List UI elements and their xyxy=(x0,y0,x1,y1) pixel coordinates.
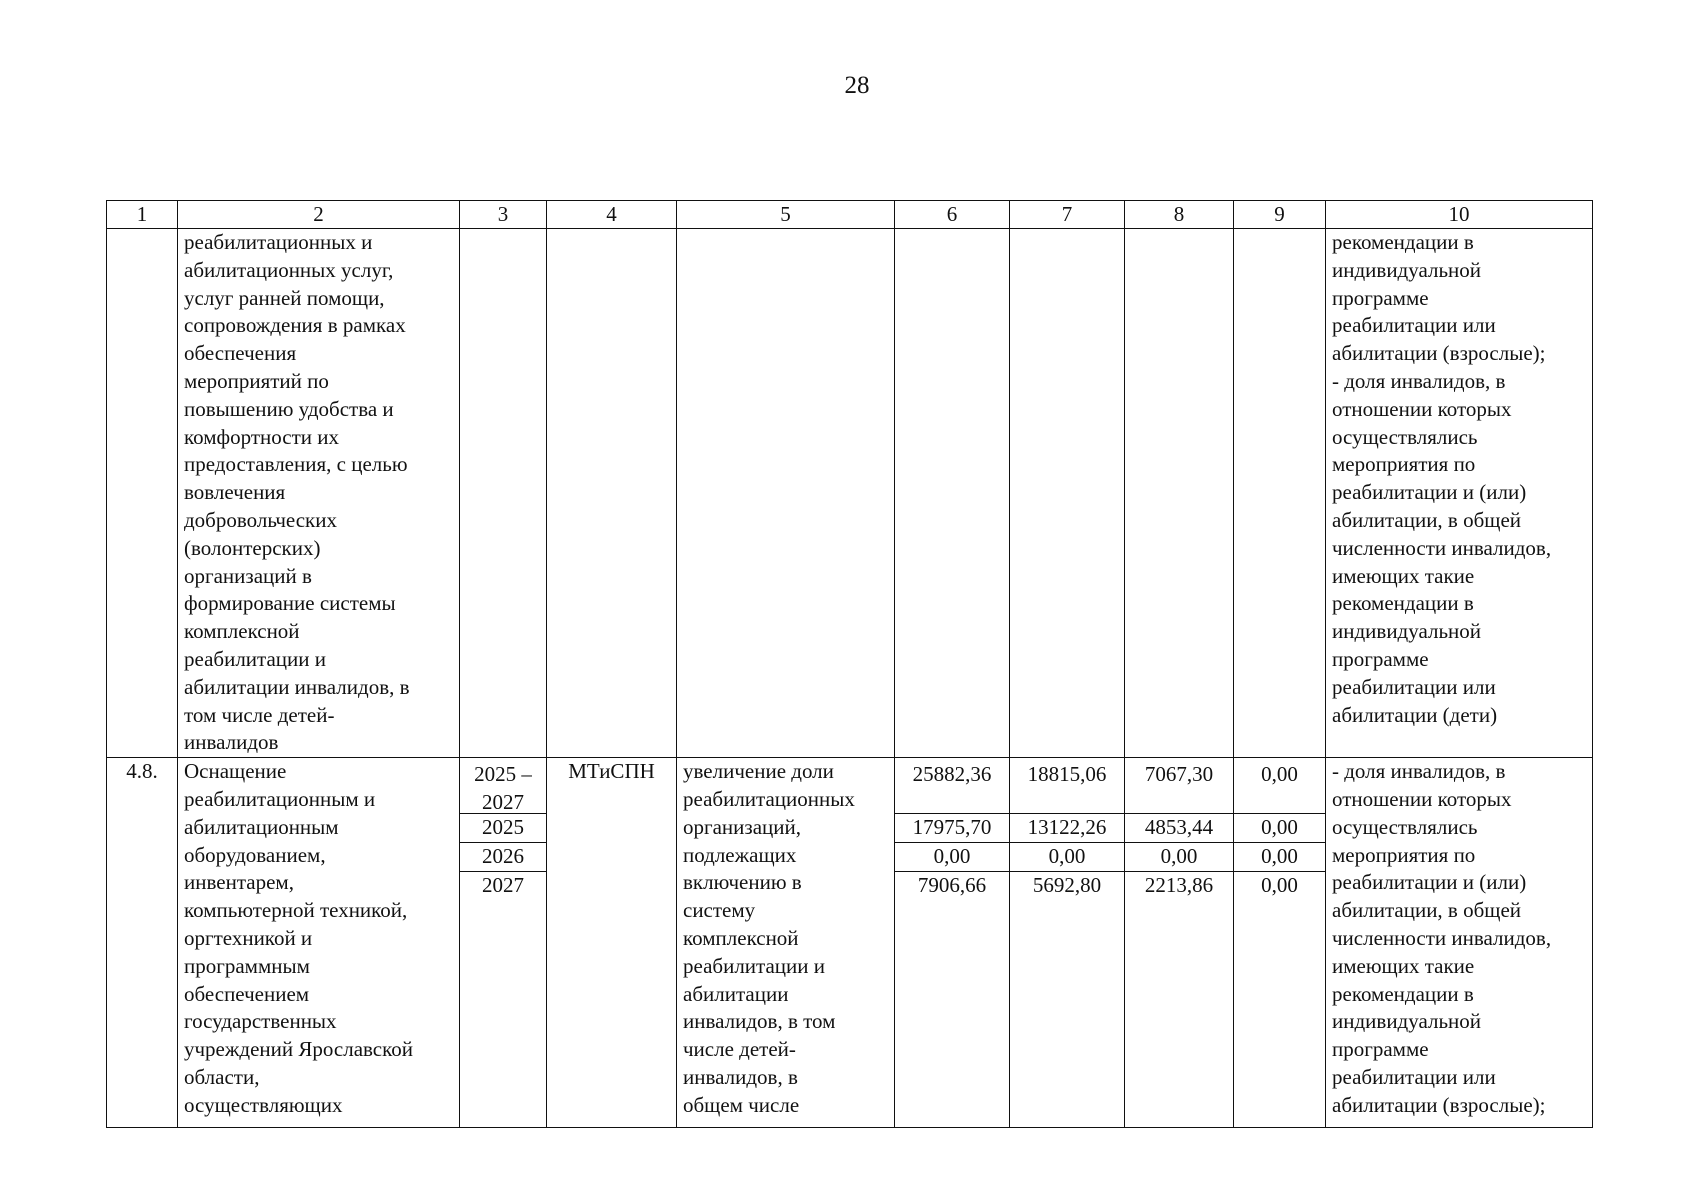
cont-number-cell xyxy=(107,229,178,758)
col6-2025: 17975,70 xyxy=(895,814,1009,843)
col8-total: 7067,30 xyxy=(1125,758,1233,814)
header-col-3: 3 xyxy=(460,201,547,229)
executor: МТиСПН xyxy=(547,758,677,1128)
col6-cell xyxy=(895,758,1010,1128)
cont-empty-cell-7 xyxy=(1010,229,1125,758)
cont-empty-cell-8 xyxy=(1125,229,1234,758)
period-2025: 2025 xyxy=(460,814,546,843)
col6-total: 25882,36 xyxy=(895,758,1009,814)
header-col-2: 2 xyxy=(178,201,460,229)
header-col-7: 7 xyxy=(1010,201,1125,229)
col7-cell xyxy=(1010,758,1125,1128)
periods-cell xyxy=(460,758,547,1128)
row-4-8 xyxy=(107,758,1593,1128)
col6-2026: 0,00 xyxy=(895,843,1009,872)
col8-2026: 0,00 xyxy=(1125,843,1233,872)
period-2026: 2026 xyxy=(460,843,546,872)
cont-empty-cell-5 xyxy=(677,229,895,758)
period-2027: 2027 xyxy=(482,872,524,897)
col7-2027: 5692,80 xyxy=(1032,872,1102,897)
col7-2025: 13122,26 xyxy=(1010,814,1124,843)
col6-2027: 7906,66 xyxy=(917,872,987,897)
col8-2025: 4853,44 xyxy=(1125,814,1233,843)
row-number: 4.8. xyxy=(107,758,178,1128)
header-col-5: 5 xyxy=(677,201,895,229)
cont-empty-cell-6 xyxy=(895,229,1010,758)
header-col-4: 4 xyxy=(547,201,677,229)
cont-empty-cell-9 xyxy=(1234,229,1326,758)
page-number: 28 xyxy=(844,72,870,99)
cont-name-cell: реабилитационных и абилитационных услуг, услуг ранней помощи, сопровождения в рамках обеспечения мероприятий по повышению удобства и комфортности их предоставления, с целью вовлечения добровольческих (волонтерских) организаций в формирование системы комплексной реабилитации и абилитации инвалидов, в том числе детей- инвалидов xyxy=(178,229,460,758)
header-col-6: 6 xyxy=(895,201,1010,229)
continuation-row xyxy=(107,229,1593,758)
expected-result: увеличение доли реабилитационных организаций, подлежащих включению в систему комплексной реабилитации и абилитации инвалидов, в том числе детей- инвалидов, в общем числе xyxy=(677,758,895,1128)
header-col-8: 8 xyxy=(1125,201,1234,229)
cont-empty-cell-4 xyxy=(547,229,677,758)
cont-empty-cell-3 xyxy=(460,229,547,758)
period-total: 2025 – 2027 xyxy=(460,758,546,814)
col7-2026: 0,00 xyxy=(1010,843,1124,872)
col9-total: 0,00 xyxy=(1234,758,1325,814)
header-col-1: 1 xyxy=(107,201,178,229)
measure-name: Оснащение реабилитационным и абилитационным оборудованием, инвентарем, компьютерной техникой, оргтехникой и программным обеспечением государственных учреждений Ярославской области, осуществляющих xyxy=(178,758,460,1128)
col9-2027: 0,00 xyxy=(1261,872,1298,897)
indicators: - доля инвалидов, в отношении которых осуществлялись мероприятия по реабилитации и (или) абилитации, в общей численности инвалидов, имеющих такие рекомендации в индивидуальной программе реабилитации или абилитации (взрослые); xyxy=(1326,758,1593,1128)
program-table xyxy=(106,200,1593,1128)
col8-2027: 2213,86 xyxy=(1144,872,1214,897)
col7-total: 18815,06 xyxy=(1010,758,1124,814)
cont-indicators-cell: рекомендации в индивидуальной программе реабилитации или абилитации (взрослые); - доля инвалидов, в отношении которых осуществлялись мероприятия по реабилитации и (или) абилитации, в общей численности инвалидов, имеющих такие рекомендации в индивидуальной программе реабилитации или абилитации (дети) xyxy=(1326,229,1593,758)
header-col-10: 10 xyxy=(1326,201,1593,229)
col9-2026: 0,00 xyxy=(1234,843,1325,872)
col9-2025: 0,00 xyxy=(1234,814,1325,843)
col8-cell xyxy=(1125,758,1234,1128)
header-row xyxy=(107,201,1593,229)
header-col-9: 9 xyxy=(1234,201,1326,229)
col9-cell xyxy=(1234,758,1326,1128)
